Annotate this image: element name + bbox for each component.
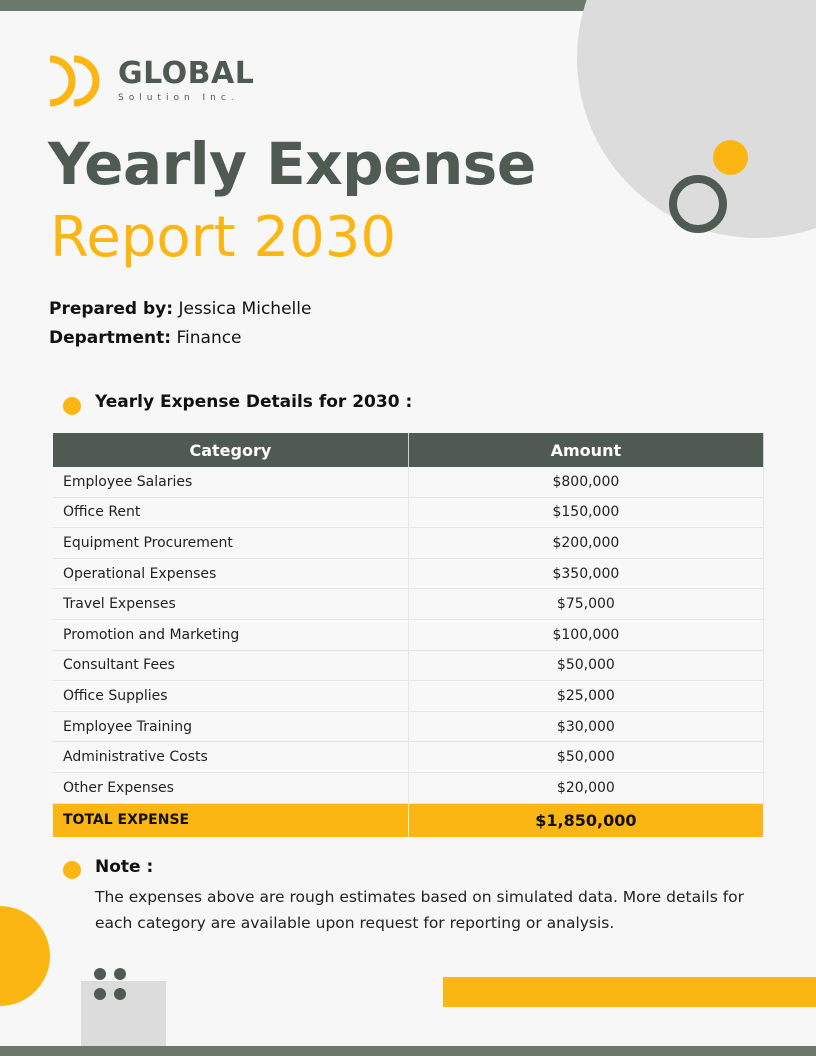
cell-category: Employee Salaries [53,467,408,497]
decorative-yellow-dot [713,140,748,175]
cell-category: Employee Training [53,711,408,742]
header-category: Category [53,433,408,467]
table-row [53,650,764,681]
department-label: Department: [49,328,172,348]
cell-amount: $150,000 [408,497,763,528]
cell-amount: $50,000 [408,742,763,773]
bullet-icon [63,861,81,879]
total-label: TOTAL EXPENSE [53,803,408,837]
table-row [53,467,764,497]
table-row [53,589,764,620]
table-header-row [53,433,764,467]
cell-amount: $75,000 [408,589,763,620]
cell-category: Administrative Costs [53,742,408,773]
cell-category: Equipment Procurement [53,528,408,559]
cell-category: Office Rent [53,497,408,528]
cell-category: Travel Expenses [53,589,408,620]
expense-table [53,433,764,837]
decorative-yellow-strip [443,977,816,1007]
department-value: Finance [171,328,242,348]
cell-amount: $350,000 [408,558,763,589]
cell-amount: $100,000 [408,619,763,650]
table-row [53,711,764,742]
brand-name: GLOBAL [118,56,255,91]
department [49,328,242,348]
brand-tagline: Solution Inc. [118,93,239,103]
cell-amount: $25,000 [408,681,763,712]
cell-category: Consultant Fees [53,650,408,681]
prepared-by-label: Prepared by: [49,299,174,319]
table-row [53,528,764,559]
company-logo [48,53,268,113]
cell-amount: $200,000 [408,528,763,559]
note-title: Note : [95,857,154,877]
decorative-yellow-circle [0,906,50,1006]
bullet-icon [63,397,81,415]
page-title-line1: Yearly Expense [48,130,536,198]
section-title: Yearly Expense Details for 2030 : [95,392,413,412]
logo-mark-icon [48,53,104,109]
table-row [53,619,764,650]
table-row [53,497,764,528]
prepared-by-value: Jessica Michelle [173,299,312,319]
cell-amount: $20,000 [408,772,763,803]
cell-category: Other Expenses [53,772,408,803]
decorative-dark-ring [669,175,727,233]
cell-amount: $50,000 [408,650,763,681]
cell-category: Promotion and Marketing [53,619,408,650]
prepared-by [49,299,311,319]
table-row [53,681,764,712]
cell-category: Office Supplies [53,681,408,712]
total-value: $1,850,000 [408,803,763,837]
header-amount: Amount [408,433,763,467]
cell-amount: $30,000 [408,711,763,742]
bottom-border-bar [0,1046,816,1056]
decorative-dots [94,968,128,1002]
note-text: The expenses above are rough estimates based on simulated data. More details for each category are available upon request for reporting or analysis. [95,888,745,932]
table-row [53,772,764,803]
page-title-line2: Report 2030 [50,205,396,270]
table-total-row [53,803,764,837]
table-row [53,558,764,589]
cell-category: Operational Expenses [53,558,408,589]
cell-amount: $800,000 [408,467,763,497]
table-row [53,742,764,773]
